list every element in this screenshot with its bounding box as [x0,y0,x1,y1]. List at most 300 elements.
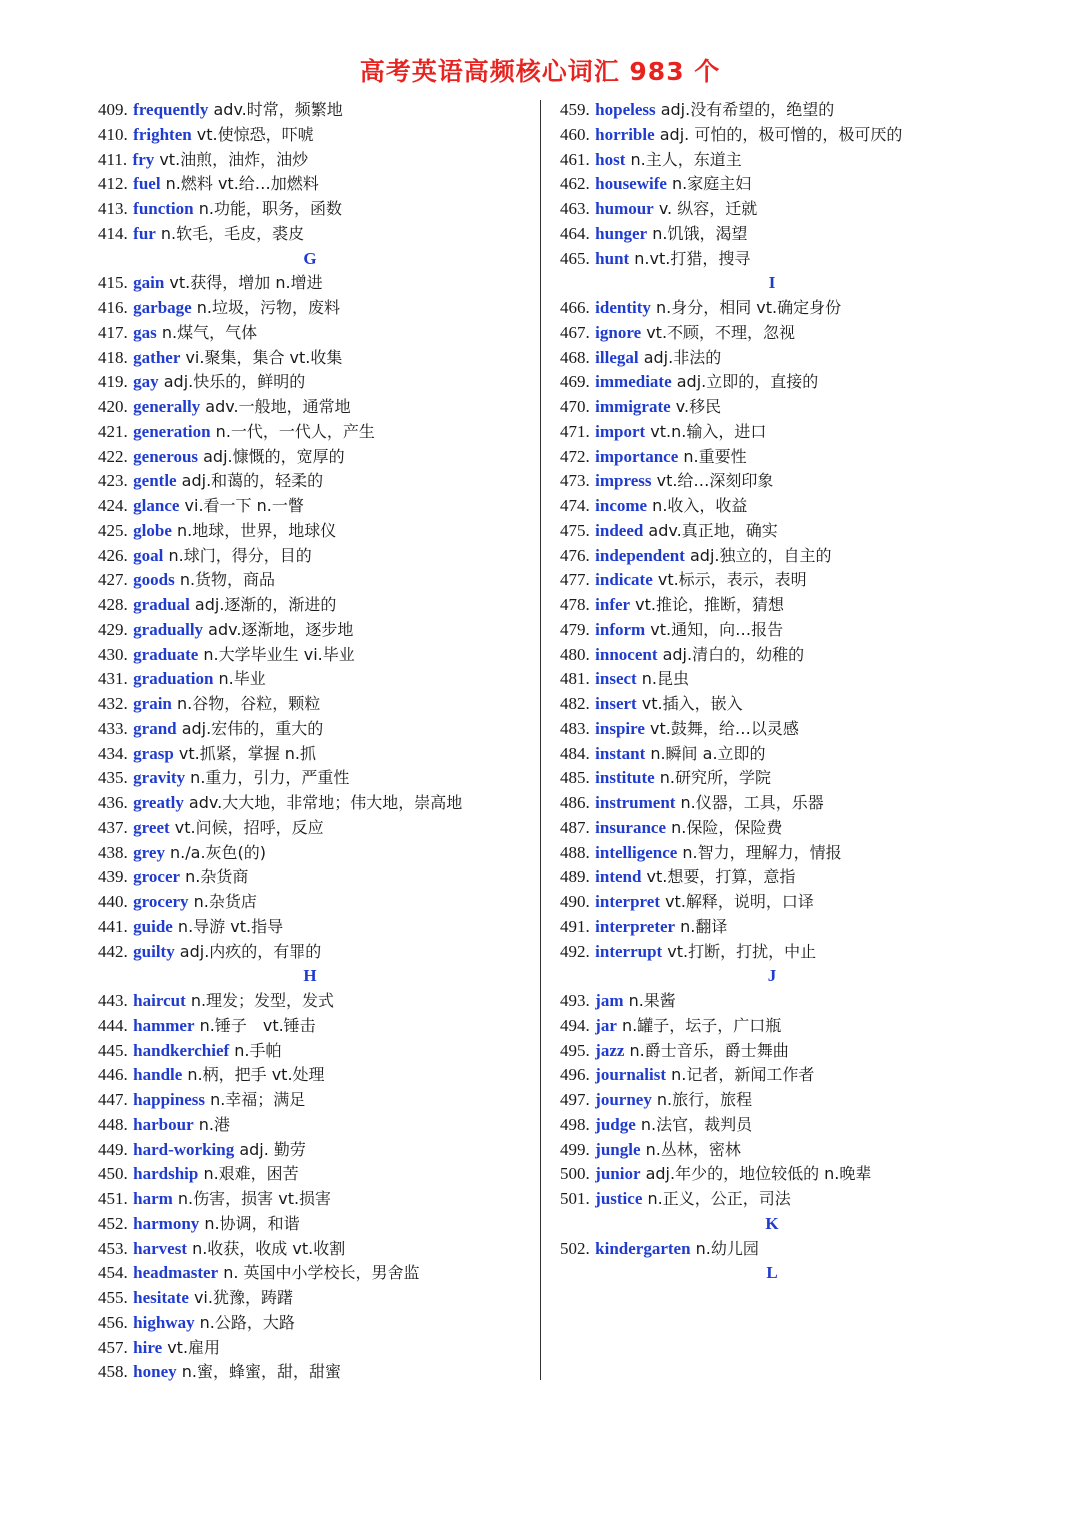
entry-number: 466. [560,298,590,317]
vocab-entry [98,172,538,197]
entry-word: gay [133,372,159,392]
vocab-entry [560,519,1000,544]
entry-number: 461. [560,149,590,169]
vocab-entry [98,717,538,742]
entry-word: importance [595,446,679,466]
entry-word: interpreter [595,916,676,936]
entry-word: illegal [595,347,639,367]
entry-word: interpret [595,892,660,911]
entry-number: 440. [98,892,128,911]
entry-number: 499. [560,1139,590,1159]
entry-definition: n.手帕 [229,1040,282,1060]
entry-definition: adj.年少的，地位较低的 n.晚辈 [640,1164,872,1184]
entry-word: impress [595,471,652,491]
entry-number: 475. [560,520,590,540]
entry-definition: n.记者，新闻工作者 [666,1065,815,1085]
entry-word: garbage [133,298,192,317]
entry-number: 500. [560,1164,590,1184]
vocab-entry [98,766,538,791]
entry-definition: vt.获得，增加 n.增进 [164,273,323,293]
entry-number: 426. [98,545,128,565]
entry-word: grain [133,694,172,713]
vocab-entry [560,197,1000,222]
entry-number: 488. [560,842,590,862]
entry-word: guide [133,916,173,936]
entry-word: harbour [133,1114,194,1134]
vocab-entry [98,841,538,866]
vocab-entry [98,123,538,148]
entry-number: 468. [560,347,590,367]
entry-number: 437. [98,817,128,837]
section-letter-heading: I [768,273,776,293]
entry-definition: n.柄，把手 vt.处理 [182,1065,325,1085]
entry-number: 481. [560,669,590,689]
vocab-entry [98,1014,538,1039]
entry-word: greatly [133,793,184,812]
vocab-entry [98,1063,538,1088]
entry-number: 415. [98,273,128,293]
entry-word: harmony [133,1213,200,1233]
section-letter-heading: K [765,1213,779,1233]
right-column [560,98,1000,1286]
entry-definition: n.幸福；满足 [204,1090,306,1109]
entry-number: 447. [98,1090,128,1109]
entry-definition: n.收入，收益 [647,496,748,515]
vocab-entry [98,98,538,123]
vocab-entry [560,1014,1000,1039]
entry-word: frequently [133,100,209,119]
entry-word: grey [133,842,165,862]
entry-word: income [595,496,648,515]
entry-number: 474. [560,496,590,515]
entry-definition: adj.没有希望的，绝望的 [655,100,835,119]
vocab-entry [560,791,1000,816]
vocab-entry [98,1261,538,1286]
vocab-entry [560,123,1000,148]
entry-definition: vt.打断，打扰，中止 [662,941,817,961]
entry-number: 450. [98,1164,128,1184]
entry-definition: n.蜜，蜂蜜，甜，甜蜜 [176,1362,341,1382]
vocab-entry [560,766,1000,791]
entry-definition: vi.聚集，集合 vt.收集 [180,347,343,367]
vocab-entry [560,1113,1000,1138]
vocab-entry [560,717,1000,742]
entry-definition: n.保险，保险费 [666,817,783,837]
entry-word: fuel [133,174,161,194]
entry-definition: vt.给…深刻印象 [651,471,774,491]
entry-definition: n.艰难，困苦 [198,1164,299,1184]
entry-number: 409. [98,100,128,119]
entry-number: 448. [98,1114,128,1134]
entry-word: gather [133,347,181,367]
entry-word: import [595,421,646,441]
vocab-entry [98,915,538,940]
entry-number: 502. [560,1238,590,1258]
entry-word: graduate [133,644,199,664]
entry-word: identity [595,298,651,317]
entry-word: independent [595,545,685,565]
entry-word: immediate [595,372,672,392]
entry-definition: n.垃圾，污物，废料 [191,298,341,317]
entry-number: 424. [98,496,128,515]
entry-number: 457. [98,1337,128,1357]
entry-definition: vt.解释，说明，口译 [660,892,814,911]
entry-word: infer [595,595,631,614]
entry-word: inspire [595,718,645,738]
entry-definition: adj.独立的，自主的 [684,545,832,565]
entry-word: gradually [133,619,204,639]
entry-number: 487. [560,817,590,837]
entry-definition: vt.推论，推断，猜想 [630,595,785,614]
entry-definition: adj.和蔼的，轻柔的 [176,471,324,491]
entry-definition: n.功能，职务，函数 [193,199,342,218]
entry-definition: n.研究所，学院 [654,768,771,788]
entry-definition: adj.慷慨的，宽厚的 [198,446,345,466]
entry-word: judge [595,1114,636,1134]
entry-definition: n.大学毕业生 vi.毕业 [198,644,355,664]
vocab-entry [98,1187,538,1212]
vocab-entry [98,1336,538,1361]
entry-definition: v. 纵容，迁就 [653,199,758,218]
entry-definition: n.毕业 [213,669,266,689]
entry-number: 428. [98,595,128,614]
entry-number: 451. [98,1189,128,1208]
entry-definition: n.幼儿园 [690,1238,759,1258]
entry-number: 479. [560,619,590,639]
entry-word: guilty [133,941,175,961]
entry-definition: vt.油煎，油炸，油炒 [154,149,309,169]
vocab-entry [560,1237,1000,1262]
entry-number: 493. [560,991,590,1010]
entry-word: indeed [595,520,644,540]
entry-number: 486. [560,793,590,812]
entry-number: 443. [98,991,128,1010]
entry-number: 489. [560,867,590,887]
entry-number: 472. [560,446,590,466]
vocab-entry [98,395,538,420]
entry-number: 429. [98,619,128,639]
entry-word: humour [595,199,654,218]
entry-definition: vi.犹豫，踌躇 [188,1288,293,1307]
entry-number: 433. [98,718,128,738]
vocab-entry [560,667,1000,692]
vocab-entry [98,692,538,717]
vocab-entry [98,1237,538,1262]
entry-word: jar [595,1015,617,1035]
entry-number: 490. [560,892,590,911]
entry-definition: adv.一般地，通常地 [200,397,351,416]
vocab-entry [98,1311,538,1336]
entry-number: 452. [98,1213,128,1233]
vocab-entry [560,1039,1000,1064]
entry-number: 444. [98,1015,128,1035]
entry-definition: n.港 [193,1114,230,1134]
vocab-entry [560,1138,1000,1163]
entry-word: journalist [595,1065,666,1085]
vocab-entry [98,148,538,173]
vocab-entry [98,865,538,890]
entry-word: gain [133,273,165,293]
vocab-entry [560,321,1000,346]
entry-definition: n.煤气，气体 [156,322,258,342]
entry-word: hammer [133,1015,195,1035]
entry-definition: n.vt.打猎，搜寻 [629,248,751,268]
left-column [98,98,538,1385]
entry-definition: adv.大大地，非常地；伟大地，崇高地 [183,793,463,812]
entry-definition: n.罐子，坛子，广口瓶 [616,1015,782,1035]
vocab-entry [560,222,1000,247]
vocab-entry [98,519,538,544]
entry-definition: vt.雇用 [162,1337,221,1357]
entry-definition: n.伤害，损害 vt.损害 [172,1189,332,1208]
entry-word: frighten [133,124,192,144]
column-divider [540,100,541,1380]
entry-definition: n.锤子 vt.锤击 [194,1015,316,1035]
entry-number: 439. [98,867,128,887]
entry-word: happiness [133,1090,205,1109]
entry-word: instrument [595,793,676,812]
entry-word: kindergarten [595,1238,691,1258]
entry-number: 425. [98,520,128,540]
entry-number: 482. [560,694,590,713]
entry-definition: adv.真正地，确实 [643,520,778,540]
entry-definition: vt.不顾，不理，忽视 [641,322,796,342]
vocab-entry [560,296,1000,321]
entry-number: 485. [560,768,590,788]
vocab-entry [560,865,1000,890]
entry-definition: adj. 可怕的，极可憎的，极可厌的 [654,124,903,144]
entry-definition: vt.想要，打算，意指 [641,867,796,887]
entry-number: 463. [560,199,590,218]
entry-word: insert [595,694,637,713]
vocab-entry [560,494,1000,519]
entry-definition: vt.鼓舞，给…以灵感 [644,718,799,738]
vocab-entry [560,544,1000,569]
entry-word: gravity [133,768,186,788]
entry-word: graduation [133,669,214,689]
entry-word: gentle [133,471,177,491]
entry-definition: adj.内疚的，有罪的 [174,941,322,961]
vocab-entry [560,692,1000,717]
entry-definition: n.家庭主妇 [666,174,752,194]
entry-definition: vt.抓紧，掌握 n.抓 [173,743,317,763]
entry-word: journey [595,1090,652,1109]
entry-word: horrible [595,124,655,144]
entry-definition: adj.非法的 [638,347,722,367]
entry-definition: n.货物，商品 [174,570,276,590]
entry-number: 416. [98,298,128,317]
entry-definition: adj.快乐的，鲜明的 [158,372,306,392]
entry-word: insect [595,669,637,689]
entry-word: grand [133,718,177,738]
vocab-entry [98,222,538,247]
entry-number: 432. [98,694,128,713]
vocab-entry [560,890,1000,915]
vocab-entry [560,841,1000,866]
entry-word: fur [133,223,156,243]
vocab-entry [98,469,538,494]
entry-number: 435. [98,768,128,788]
entry-definition: vt.插入，嵌入 [636,694,743,713]
entry-word: inform [595,619,646,639]
entry-word: gradual [133,595,190,614]
vocab-entry [98,370,538,395]
vocab-entry [98,940,538,965]
vocab-entry [560,1063,1000,1088]
entry-word: junior [595,1164,641,1184]
vocab-entry [560,915,1000,940]
entry-word: honey [133,1362,177,1382]
entry-number: 471. [560,421,590,441]
entry-definition: n.协调，和谐 [199,1213,300,1233]
vocab-entry [560,618,1000,643]
entry-number: 422. [98,446,128,466]
entry-number: 418. [98,347,128,367]
vocab-entry [98,1088,538,1113]
entry-number: 410. [98,124,128,144]
vocab-entry [560,445,1000,470]
entry-number: 501. [560,1189,590,1208]
entry-word: hunt [595,248,630,268]
vocab-entry [98,271,538,296]
entry-definition: n./a.灰色(的) [164,842,267,862]
vocab-entry [98,296,538,321]
entry-definition: n.仪器，工具，乐器 [675,793,824,812]
vocab-entry [98,346,538,371]
entry-definition: vt.标示，表示，表明 [652,570,807,590]
entry-number: 494. [560,1015,590,1035]
entry-word: grasp [133,743,174,763]
entry-definition: vt.使惊恐，吓唬 [191,124,314,144]
entry-word: housewife [595,174,667,194]
vocab-entry [560,469,1000,494]
entry-definition: adv.时常，频繁地 [208,100,343,119]
entry-word: institute [595,768,655,788]
entry-number: 469. [560,372,590,392]
entry-word: globe [133,520,172,540]
entry-definition: n.燃料 vt.给…加燃料 [160,174,319,194]
entry-number: 470. [560,397,590,416]
entry-number: 423. [98,471,128,491]
entry-word: goal [133,545,164,565]
vocab-entry [560,940,1000,965]
entry-definition: n.重力，引力，严重性 [185,768,350,788]
entry-word: greet [133,817,170,837]
entry-definition: n.果酱 [623,991,676,1010]
entry-number: 477. [560,570,590,590]
vocab-entry [98,445,538,470]
vocab-entry [560,247,1000,272]
vocab-entry [98,667,538,692]
entry-definition: n.谷物，谷粒，颗粒 [171,694,321,713]
entry-number: 417. [98,322,128,342]
entry-number: 412. [98,174,128,194]
entry-number: 445. [98,1040,128,1060]
entry-word: innocent [595,644,658,664]
entry-number: 496. [560,1065,590,1085]
entry-number: 413. [98,199,128,218]
entry-number: 431. [98,669,128,689]
vocab-entry [98,321,538,346]
entry-definition: n.身分，相同 vt.确定身份 [650,298,842,317]
entry-word: hesitate [133,1288,189,1307]
entry-definition: n.瞬间 a.立即的 [645,743,766,763]
vocab-entry [560,346,1000,371]
entry-number: 476. [560,545,590,565]
entry-number: 484. [560,743,590,763]
entry-definition: vi.看一下 n.一瞥 [179,496,304,515]
vocab-entry [98,593,538,618]
entry-number: 460. [560,124,590,144]
entry-definition: vt.问候，招呼，反应 [169,817,324,837]
vocab-entry [560,98,1000,123]
entry-word: fry [132,149,155,169]
entry-number: 464. [560,223,590,243]
vocab-entry [560,148,1000,173]
entry-definition: adv.逐渐地，逐步地 [203,619,354,639]
entry-definition: n.智力，理解力，情报 [677,842,842,862]
entry-definition: adj. 勤劳 [234,1139,306,1159]
entry-definition: n.饥饿，渴望 [647,223,748,243]
vocab-entry [98,1039,538,1064]
vocab-entry [98,989,538,1014]
entry-word: grocer [133,867,181,887]
entry-number: 446. [98,1065,128,1085]
entry-word: glance [133,496,180,515]
entry-number: 449. [98,1139,128,1159]
entry-number: 430. [98,644,128,664]
entry-number: 467. [560,322,590,342]
entry-word: immigrate [595,397,671,416]
vocab-entry [98,791,538,816]
entry-number: 456. [98,1312,128,1332]
entry-definition: n.杂货商 [180,867,249,887]
vocab-entry [560,643,1000,668]
vocab-entry [98,568,538,593]
entry-word: hard-working [133,1139,235,1159]
vocab-entry [560,1162,1000,1187]
vocab-entry [98,544,538,569]
entry-definition: n.收获，收成 vt.收割 [186,1238,346,1258]
entry-number: 434. [98,743,128,763]
entry-word: intend [595,867,642,887]
entry-number: 427. [98,570,128,590]
entry-word: highway [133,1312,195,1332]
entry-word: jam [595,991,624,1010]
entry-definition: n.杂货店 [188,892,257,911]
vocab-entry [98,1113,538,1138]
entry-number: 462. [560,174,590,194]
vocab-entry [560,568,1000,593]
vocab-entry [98,643,538,668]
entry-number: 454. [98,1263,128,1283]
entry-number: 442. [98,941,128,961]
entry-definition: n.理发；发型，发式 [185,991,335,1010]
vocab-entry [98,1360,538,1385]
vocab-entry [560,593,1000,618]
entry-word: instant [595,743,646,763]
entry-word: interrupt [595,941,663,961]
entry-word: justice [595,1189,643,1208]
entry-number: 497. [560,1090,590,1109]
section-letter-heading: J [767,966,777,986]
entry-definition: n.球门，得分，目的 [163,545,312,565]
entry-definition: n.丛林，密林 [640,1139,741,1159]
vocab-entry [560,395,1000,420]
vocab-entry [560,1088,1000,1113]
entry-number: 438. [98,842,128,862]
entry-definition: n.地球，世界，地球仪 [171,520,337,540]
